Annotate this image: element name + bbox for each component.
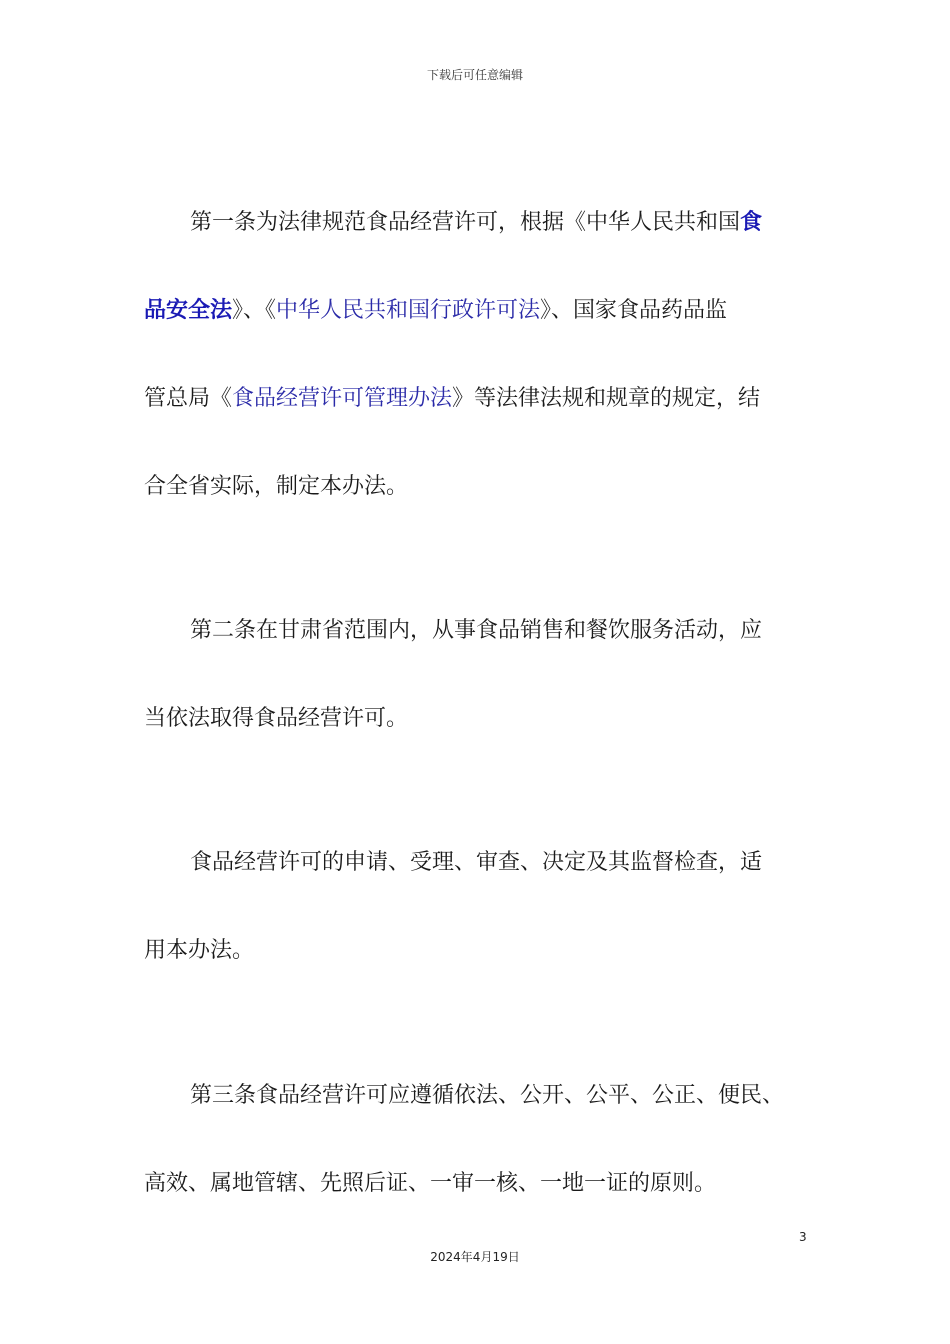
article-1-line-4: 合全省实际，制定本办法。 (144, 474, 409, 499)
food-safety-law-link[interactable]: 食 (740, 210, 763, 235)
article-3-line-1: 第三条食品经营许可应遵循依法、公开、公平、公正、便民、 (190, 1083, 785, 1108)
food-safety-law-link-cont[interactable]: 品安全法 (144, 298, 233, 323)
article-2-line-1: 第二条在甘肃省范围内，从事食品销售和餐饮服务活动，应 (190, 618, 763, 643)
article-3 (144, 1052, 808, 1228)
article-1-line-2: 品安全法》、《中华人民共和国行政许可法》、国家食品药品监 (144, 298, 728, 323)
footer-date: 2024年4月19日 (430, 1250, 520, 1264)
article-1-line-1: 第一条为法律规范食品经营许可，根据《中华人民共和国食 (190, 210, 763, 235)
article-1-line-3: 管总局《食品经营许可管理办法》等法律法规和规章的规定，结 (144, 386, 761, 411)
article-3-line-2: 高效、属地管辖、先照后证、一审一核、一地一证的原则。 (144, 1171, 717, 1196)
paragraph-3-line-1: 食品经营许可的申请、受理、审查、决定及其监督检查，适 (190, 850, 763, 875)
paragraph-3-line-2: 用本办法。 (144, 938, 255, 963)
article-2 (144, 587, 808, 763)
administrative-license-law-link[interactable]: 中华人民共和国行政许可法 (276, 298, 541, 323)
page-number: 3 (799, 1230, 807, 1244)
article-1 (144, 179, 808, 531)
paragraph-3 (144, 819, 808, 995)
food-license-measures-link[interactable]: 食品经营许可管理办法 (232, 386, 453, 411)
article-2-line-2: 当依法取得食品经营许可。 (144, 706, 409, 731)
page-header: 下载后可任意编辑 (426, 68, 523, 82)
